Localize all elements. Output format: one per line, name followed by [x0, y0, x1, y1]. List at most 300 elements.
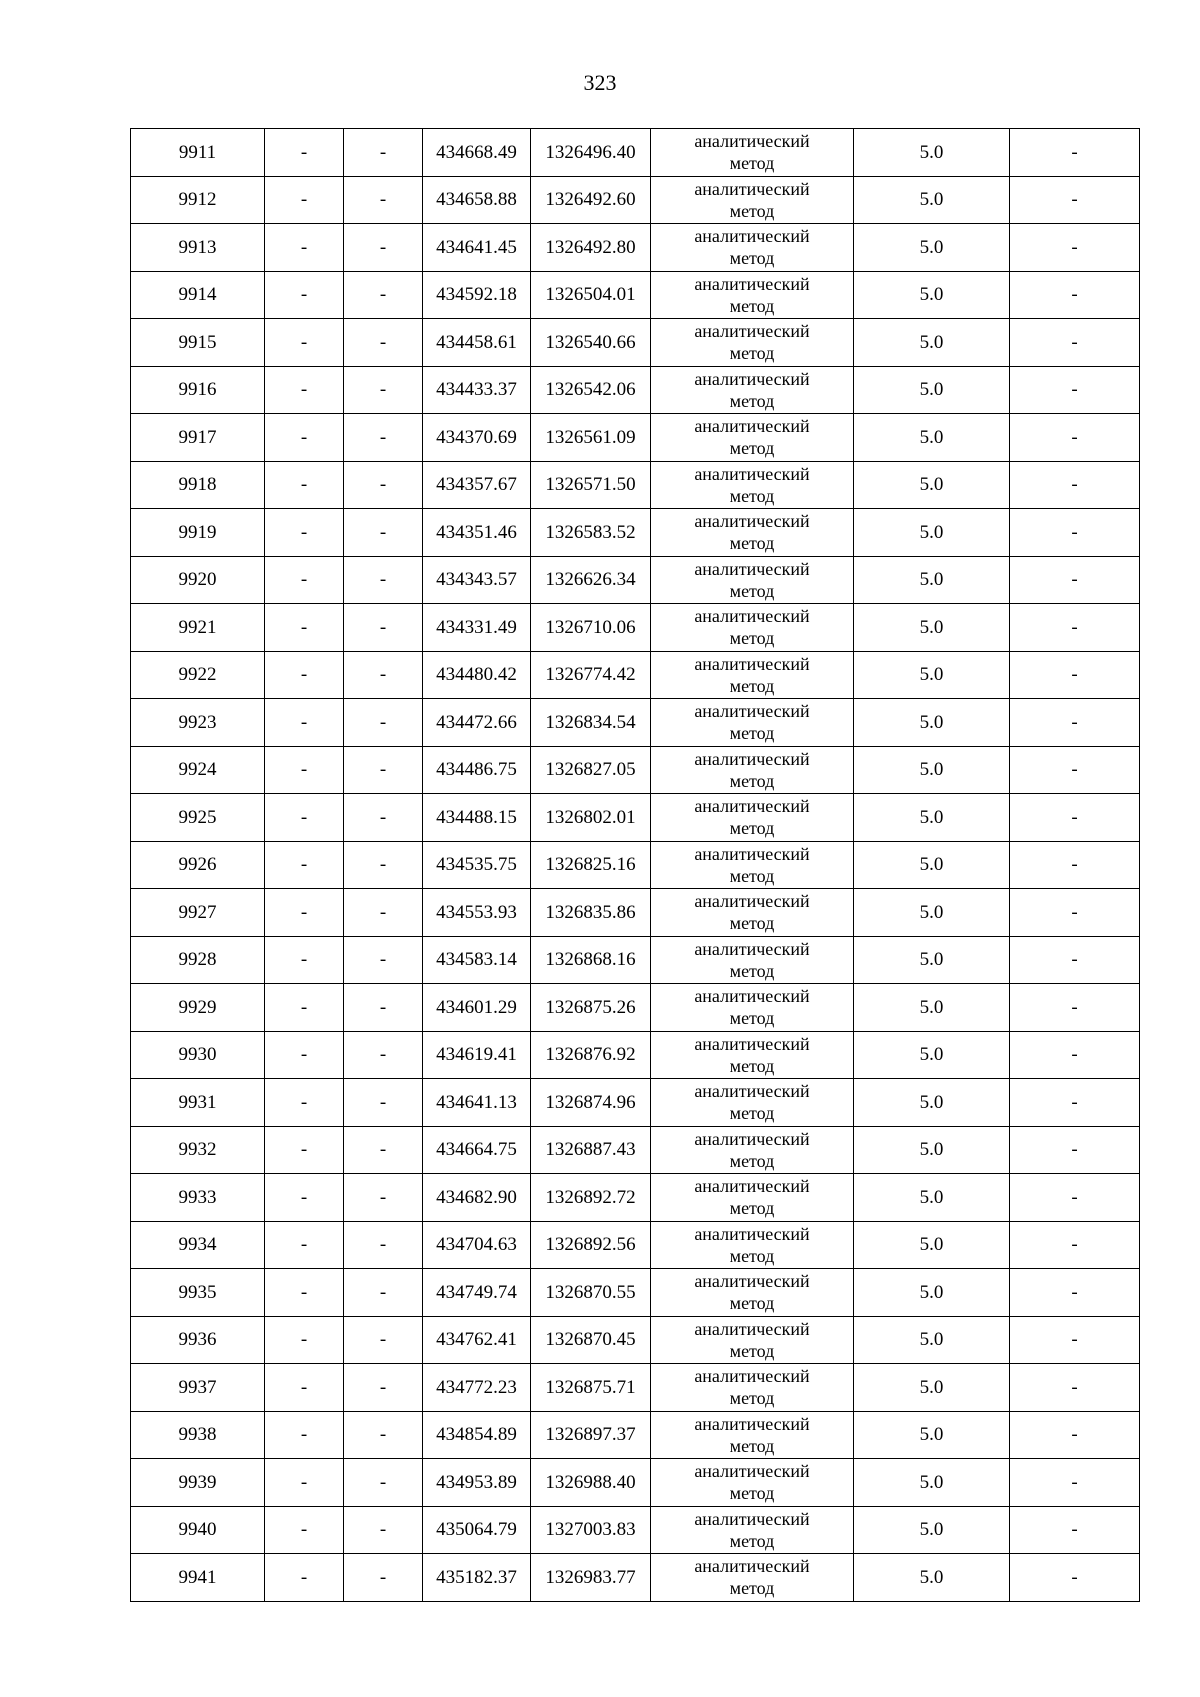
- dash-cell-c: -: [1010, 271, 1140, 319]
- method-cell: [651, 1031, 854, 1079]
- method-cell: [651, 1079, 854, 1127]
- table-row: [131, 841, 1140, 889]
- point-number-cell: 9920: [131, 556, 265, 604]
- dash-cell-b: -: [344, 319, 423, 367]
- y-coordinate-cell: 1326875.71: [531, 1364, 651, 1412]
- method-cell: [651, 224, 854, 272]
- method-cell: [651, 1269, 854, 1317]
- accuracy-cell: 5.0: [854, 1031, 1010, 1079]
- method-cell: [651, 1221, 854, 1269]
- method-line: аналитический: [694, 938, 810, 959]
- method-line: аналитический: [694, 1271, 810, 1292]
- method-line: метод: [729, 1198, 775, 1219]
- page-number: 323: [583, 70, 617, 95]
- method-cell: [651, 1126, 854, 1174]
- point-number-cell: 9933: [131, 1174, 265, 1222]
- method-cell: [651, 1506, 854, 1554]
- table-row: [131, 1079, 1140, 1127]
- method-cell: [651, 1554, 854, 1602]
- method-cell: [651, 1364, 854, 1412]
- dash-cell-a: -: [265, 651, 344, 699]
- y-coordinate-cell: 1326892.56: [531, 1221, 651, 1269]
- dash-cell-a: -: [265, 129, 344, 177]
- dash-cell-c: -: [1010, 1506, 1140, 1554]
- dash-cell-a: -: [265, 604, 344, 652]
- method-line: аналитический: [694, 1223, 810, 1244]
- accuracy-cell: 5.0: [854, 1079, 1010, 1127]
- x-coordinate-cell: 434553.93: [423, 889, 531, 937]
- dash-cell-c: -: [1010, 1126, 1140, 1174]
- x-coordinate-cell: 435182.37: [423, 1554, 531, 1602]
- point-number-cell: 9929: [131, 984, 265, 1032]
- table-row: [131, 1506, 1140, 1554]
- dash-cell-a: -: [265, 271, 344, 319]
- dash-cell-b: -: [344, 699, 423, 747]
- dash-cell-a: -: [265, 1174, 344, 1222]
- point-number-cell: 9914: [131, 271, 265, 319]
- accuracy-cell: 5.0: [854, 176, 1010, 224]
- dash-cell-b: -: [344, 556, 423, 604]
- x-coordinate-cell: 434486.75: [423, 746, 531, 794]
- x-coordinate-cell: 434488.15: [423, 794, 531, 842]
- y-coordinate-cell: 1326868.16: [531, 936, 651, 984]
- point-number-cell: 9925: [131, 794, 265, 842]
- dash-cell-b: -: [344, 366, 423, 414]
- point-number-cell: 9935: [131, 1269, 265, 1317]
- point-number-cell: 9936: [131, 1316, 265, 1364]
- dash-cell-b: -: [344, 984, 423, 1032]
- y-coordinate-cell: 1326496.40: [531, 129, 651, 177]
- method-line: метод: [729, 1578, 775, 1599]
- y-coordinate-cell: 1326492.60: [531, 176, 651, 224]
- y-coordinate-cell: 1326504.01: [531, 271, 651, 319]
- dash-cell-b: -: [344, 224, 423, 272]
- table-row: [131, 794, 1140, 842]
- accuracy-cell: 5.0: [854, 271, 1010, 319]
- method-line: метод: [729, 1055, 775, 1076]
- point-number-cell: 9915: [131, 319, 265, 367]
- point-number-cell: 9918: [131, 461, 265, 509]
- method-line: аналитический: [694, 796, 810, 817]
- method-line: метод: [729, 438, 775, 459]
- table-row: [131, 556, 1140, 604]
- y-coordinate-cell: 1326835.86: [531, 889, 651, 937]
- method-line: метод: [729, 485, 775, 506]
- dash-cell-c: -: [1010, 1554, 1140, 1602]
- x-coordinate-cell: 434664.75: [423, 1126, 531, 1174]
- method-line: метод: [729, 200, 775, 221]
- table-row: [131, 176, 1140, 224]
- dash-cell-c: -: [1010, 936, 1140, 984]
- table-row: [131, 1459, 1140, 1507]
- method-cell: [651, 1174, 854, 1222]
- x-coordinate-cell: 434658.88: [423, 176, 531, 224]
- method-line: аналитический: [694, 511, 810, 532]
- x-coordinate-cell: 434854.89: [423, 1411, 531, 1459]
- method-cell: [651, 414, 854, 462]
- dash-cell-c: -: [1010, 461, 1140, 509]
- dash-cell-a: -: [265, 1031, 344, 1079]
- dash-cell-a: -: [265, 319, 344, 367]
- method-line: аналитический: [694, 416, 810, 437]
- method-line: метод: [729, 675, 775, 696]
- point-number-cell: 9937: [131, 1364, 265, 1412]
- dash-cell-b: -: [344, 1079, 423, 1127]
- x-coordinate-cell: 434433.37: [423, 366, 531, 414]
- dash-cell-b: -: [344, 509, 423, 557]
- dash-cell-c: -: [1010, 1031, 1140, 1079]
- method-cell: [651, 556, 854, 604]
- method-line: метод: [729, 1293, 775, 1314]
- dash-cell-b: -: [344, 1364, 423, 1412]
- accuracy-cell: 5.0: [854, 224, 1010, 272]
- method-cell: [651, 176, 854, 224]
- method-line: аналитический: [694, 273, 810, 294]
- method-line: аналитический: [694, 368, 810, 389]
- dash-cell-b: -: [344, 1221, 423, 1269]
- dash-cell-a: -: [265, 1269, 344, 1317]
- table-row: [131, 1316, 1140, 1364]
- y-coordinate-cell: 1326887.43: [531, 1126, 651, 1174]
- method-line: метод: [729, 343, 775, 364]
- x-coordinate-cell: 435064.79: [423, 1506, 531, 1554]
- dash-cell-c: -: [1010, 319, 1140, 367]
- point-number-cell: 9926: [131, 841, 265, 889]
- accuracy-cell: 5.0: [854, 1554, 1010, 1602]
- x-coordinate-cell: 434762.41: [423, 1316, 531, 1364]
- dash-cell-b: -: [344, 746, 423, 794]
- x-coordinate-cell: 434704.63: [423, 1221, 531, 1269]
- dash-cell-b: -: [344, 1411, 423, 1459]
- method-line: метод: [729, 580, 775, 601]
- method-line: аналитический: [694, 1413, 810, 1434]
- table-row: [131, 699, 1140, 747]
- dash-cell-b: -: [344, 1174, 423, 1222]
- dash-cell-c: -: [1010, 1174, 1140, 1222]
- method-line: аналитический: [694, 701, 810, 722]
- table-row: [131, 1364, 1140, 1412]
- dash-cell-c: -: [1010, 224, 1140, 272]
- point-number-cell: 9928: [131, 936, 265, 984]
- y-coordinate-cell: 1326710.06: [531, 604, 651, 652]
- dash-cell-a: -: [265, 1316, 344, 1364]
- accuracy-cell: 5.0: [854, 604, 1010, 652]
- method-line: метод: [729, 1483, 775, 1504]
- method-line: аналитический: [694, 463, 810, 484]
- y-coordinate-cell: 1327003.83: [531, 1506, 651, 1554]
- method-line: аналитический: [694, 1461, 810, 1482]
- method-line: аналитический: [694, 606, 810, 627]
- dash-cell-c: -: [1010, 176, 1140, 224]
- y-coordinate-cell: 1326988.40: [531, 1459, 651, 1507]
- dash-cell-b: -: [344, 794, 423, 842]
- dash-cell-a: -: [265, 699, 344, 747]
- point-number-cell: 9917: [131, 414, 265, 462]
- x-coordinate-cell: 434619.41: [423, 1031, 531, 1079]
- method-line: аналитический: [694, 1033, 810, 1054]
- point-number-cell: 9923: [131, 699, 265, 747]
- method-line: аналитический: [694, 558, 810, 579]
- y-coordinate-cell: 1326834.54: [531, 699, 651, 747]
- table-row: [131, 1554, 1140, 1602]
- dash-cell-b: -: [344, 936, 423, 984]
- method-line: аналитический: [694, 226, 810, 247]
- point-number-cell: 9930: [131, 1031, 265, 1079]
- dash-cell-a: -: [265, 841, 344, 889]
- table-row: [131, 604, 1140, 652]
- dash-cell-a: -: [265, 1506, 344, 1554]
- method-line: метод: [729, 1388, 775, 1409]
- dash-cell-a: -: [265, 984, 344, 1032]
- dash-cell-a: -: [265, 1459, 344, 1507]
- point-number-cell: 9941: [131, 1554, 265, 1602]
- method-line: метод: [729, 533, 775, 554]
- dash-cell-c: -: [1010, 1364, 1140, 1412]
- x-coordinate-cell: 434343.57: [423, 556, 531, 604]
- method-line: метод: [729, 1103, 775, 1124]
- dash-cell-b: -: [344, 651, 423, 699]
- method-cell: [651, 461, 854, 509]
- accuracy-cell: 5.0: [854, 651, 1010, 699]
- method-line: аналитический: [694, 843, 810, 864]
- dash-cell-c: -: [1010, 841, 1140, 889]
- accuracy-cell: 5.0: [854, 1316, 1010, 1364]
- method-line: аналитический: [694, 1128, 810, 1149]
- y-coordinate-cell: 1326571.50: [531, 461, 651, 509]
- method-line: аналитический: [694, 1556, 810, 1577]
- dash-cell-a: -: [265, 794, 344, 842]
- method-line: метод: [729, 153, 775, 174]
- y-coordinate-cell: 1326870.45: [531, 1316, 651, 1364]
- method-line: метод: [729, 295, 775, 316]
- method-line: метод: [729, 723, 775, 744]
- point-number-cell: 9938: [131, 1411, 265, 1459]
- y-coordinate-cell: 1326825.16: [531, 841, 651, 889]
- table-row: [131, 746, 1140, 794]
- y-coordinate-cell: 1326897.37: [531, 1411, 651, 1459]
- table-row: [131, 319, 1140, 367]
- accuracy-cell: 5.0: [854, 461, 1010, 509]
- table-row: [131, 1031, 1140, 1079]
- dash-cell-b: -: [344, 841, 423, 889]
- method-line: метод: [729, 390, 775, 411]
- y-coordinate-cell: 1326542.06: [531, 366, 651, 414]
- dash-cell-b: -: [344, 1554, 423, 1602]
- point-number-cell: 9940: [131, 1506, 265, 1554]
- method-line: аналитический: [694, 131, 810, 152]
- point-number-cell: 9916: [131, 366, 265, 414]
- dash-cell-a: -: [265, 224, 344, 272]
- dash-cell-c: -: [1010, 556, 1140, 604]
- x-coordinate-cell: 434370.69: [423, 414, 531, 462]
- dash-cell-c: -: [1010, 509, 1140, 557]
- x-coordinate-cell: 434772.23: [423, 1364, 531, 1412]
- point-number-cell: 9939: [131, 1459, 265, 1507]
- y-coordinate-cell: 1326983.77: [531, 1554, 651, 1602]
- method-cell: [651, 651, 854, 699]
- dash-cell-c: -: [1010, 889, 1140, 937]
- accuracy-cell: 5.0: [854, 794, 1010, 842]
- coordinates-table: [130, 128, 1140, 1602]
- dash-cell-c: -: [1010, 366, 1140, 414]
- accuracy-cell: 5.0: [854, 509, 1010, 557]
- y-coordinate-cell: 1326774.42: [531, 651, 651, 699]
- method-line: метод: [729, 1340, 775, 1361]
- table-body: [131, 129, 1140, 1602]
- dash-cell-c: -: [1010, 1459, 1140, 1507]
- x-coordinate-cell: 434641.45: [423, 224, 531, 272]
- point-number-cell: 9921: [131, 604, 265, 652]
- method-line: аналитический: [694, 178, 810, 199]
- x-coordinate-cell: 434458.61: [423, 319, 531, 367]
- table-row: [131, 366, 1140, 414]
- x-coordinate-cell: 434749.74: [423, 1269, 531, 1317]
- point-number-cell: 9913: [131, 224, 265, 272]
- x-coordinate-cell: 434682.90: [423, 1174, 531, 1222]
- y-coordinate-cell: 1326827.05: [531, 746, 651, 794]
- point-number-cell: 9924: [131, 746, 265, 794]
- table-row: [131, 129, 1140, 177]
- y-coordinate-cell: 1326561.09: [531, 414, 651, 462]
- point-number-cell: 9927: [131, 889, 265, 937]
- dash-cell-a: -: [265, 889, 344, 937]
- dash-cell-b: -: [344, 1031, 423, 1079]
- x-coordinate-cell: 434535.75: [423, 841, 531, 889]
- table-row: [131, 414, 1140, 462]
- dash-cell-a: -: [265, 1411, 344, 1459]
- accuracy-cell: 5.0: [854, 984, 1010, 1032]
- table-row: [131, 984, 1140, 1032]
- accuracy-cell: 5.0: [854, 1506, 1010, 1554]
- accuracy-cell: 5.0: [854, 1269, 1010, 1317]
- dash-cell-a: -: [265, 1221, 344, 1269]
- dash-cell-c: -: [1010, 414, 1140, 462]
- table-row: [131, 1269, 1140, 1317]
- y-coordinate-cell: 1326583.52: [531, 509, 651, 557]
- dash-cell-c: -: [1010, 1316, 1140, 1364]
- method-line: метод: [729, 913, 775, 934]
- dash-cell-c: -: [1010, 1079, 1140, 1127]
- method-line: метод: [729, 960, 775, 981]
- method-cell: [651, 319, 854, 367]
- dash-cell-a: -: [265, 414, 344, 462]
- x-coordinate-cell: 434472.66: [423, 699, 531, 747]
- y-coordinate-cell: 1326874.96: [531, 1079, 651, 1127]
- x-coordinate-cell: 434953.89: [423, 1459, 531, 1507]
- x-coordinate-cell: 434601.29: [423, 984, 531, 1032]
- dash-cell-b: -: [344, 1269, 423, 1317]
- dash-cell-a: -: [265, 1126, 344, 1174]
- method-line: метод: [729, 248, 775, 269]
- dash-cell-b: -: [344, 604, 423, 652]
- y-coordinate-cell: 1326876.92: [531, 1031, 651, 1079]
- method-cell: [651, 366, 854, 414]
- dash-cell-c: -: [1010, 651, 1140, 699]
- accuracy-cell: 5.0: [854, 319, 1010, 367]
- method-line: аналитический: [694, 321, 810, 342]
- dash-cell-b: -: [344, 1316, 423, 1364]
- table-row: [131, 1411, 1140, 1459]
- method-cell: [651, 1411, 854, 1459]
- dash-cell-c: -: [1010, 794, 1140, 842]
- dash-cell-a: -: [265, 366, 344, 414]
- method-line: метод: [729, 628, 775, 649]
- table-row: [131, 1126, 1140, 1174]
- method-line: метод: [729, 1530, 775, 1551]
- y-coordinate-cell: 1326492.80: [531, 224, 651, 272]
- dash-cell-b: -: [344, 176, 423, 224]
- method-line: метод: [729, 818, 775, 839]
- method-line: метод: [729, 770, 775, 791]
- method-cell: [651, 604, 854, 652]
- y-coordinate-cell: 1326870.55: [531, 1269, 651, 1317]
- dash-cell-b: -: [344, 461, 423, 509]
- method-line: аналитический: [694, 1366, 810, 1387]
- y-coordinate-cell: 1326875.26: [531, 984, 651, 1032]
- method-cell: [651, 1316, 854, 1364]
- accuracy-cell: 5.0: [854, 841, 1010, 889]
- method-line: аналитический: [694, 748, 810, 769]
- dash-cell-c: -: [1010, 129, 1140, 177]
- y-coordinate-cell: 1326540.66: [531, 319, 651, 367]
- accuracy-cell: 5.0: [854, 1126, 1010, 1174]
- accuracy-cell: 5.0: [854, 889, 1010, 937]
- method-line: аналитический: [694, 1318, 810, 1339]
- x-coordinate-cell: 434668.49: [423, 129, 531, 177]
- y-coordinate-cell: 1326802.01: [531, 794, 651, 842]
- method-cell: [651, 984, 854, 1032]
- method-cell: [651, 746, 854, 794]
- dash-cell-c: -: [1010, 1269, 1140, 1317]
- point-number-cell: 9922: [131, 651, 265, 699]
- table-row: [131, 509, 1140, 557]
- dash-cell-b: -: [344, 1126, 423, 1174]
- y-coordinate-cell: 1326626.34: [531, 556, 651, 604]
- method-line: аналитический: [694, 891, 810, 912]
- y-coordinate-cell: 1326892.72: [531, 1174, 651, 1222]
- method-cell: [651, 271, 854, 319]
- point-number-cell: 9934: [131, 1221, 265, 1269]
- method-line: аналитический: [694, 1081, 810, 1102]
- method-cell: [651, 889, 854, 937]
- table-row: [131, 936, 1140, 984]
- point-number-cell: 9912: [131, 176, 265, 224]
- dash-cell-c: -: [1010, 746, 1140, 794]
- method-cell: [651, 509, 854, 557]
- method-cell: [651, 936, 854, 984]
- dash-cell-a: -: [265, 461, 344, 509]
- method-line: метод: [729, 865, 775, 886]
- accuracy-cell: 5.0: [854, 1459, 1010, 1507]
- accuracy-cell: 5.0: [854, 556, 1010, 604]
- x-coordinate-cell: 434641.13: [423, 1079, 531, 1127]
- table-row: [131, 1174, 1140, 1222]
- x-coordinate-cell: 434480.42: [423, 651, 531, 699]
- accuracy-cell: 5.0: [854, 936, 1010, 984]
- accuracy-cell: 5.0: [854, 1364, 1010, 1412]
- point-number-cell: 9931: [131, 1079, 265, 1127]
- dash-cell-b: -: [344, 889, 423, 937]
- x-coordinate-cell: 434351.46: [423, 509, 531, 557]
- dash-cell-a: -: [265, 746, 344, 794]
- method-line: аналитический: [694, 986, 810, 1007]
- method-line: аналитический: [694, 1176, 810, 1197]
- accuracy-cell: 5.0: [854, 746, 1010, 794]
- accuracy-cell: 5.0: [854, 1174, 1010, 1222]
- method-cell: [651, 699, 854, 747]
- x-coordinate-cell: 434357.67: [423, 461, 531, 509]
- table-row: [131, 1221, 1140, 1269]
